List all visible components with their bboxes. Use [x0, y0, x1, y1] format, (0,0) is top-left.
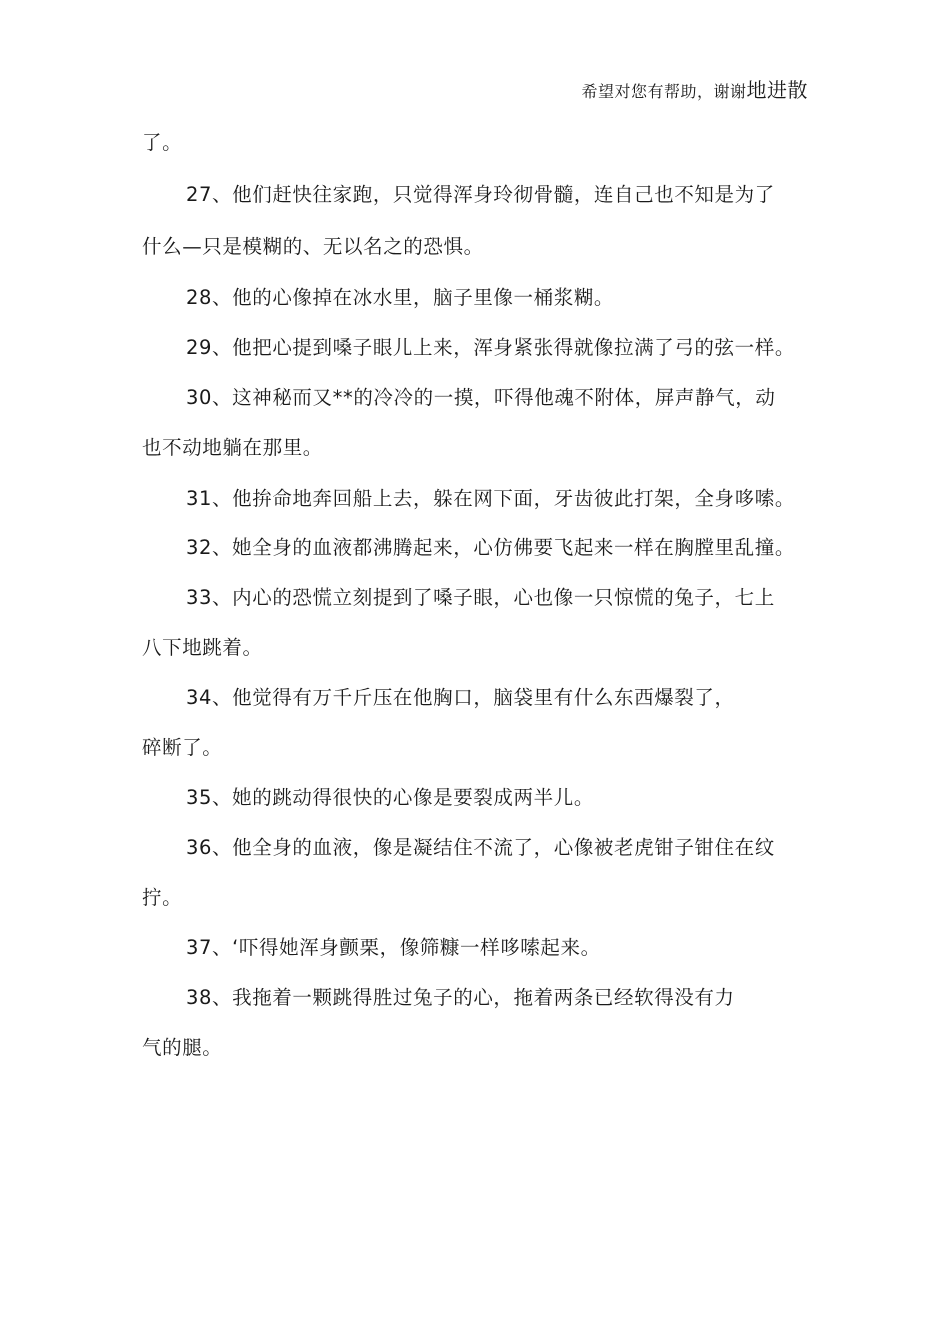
list-item-27: 27、他们赶快往家跑，只觉得浑身玲彻骨髓，连自己也不知是为了 — [186, 183, 775, 206]
text-line: 八下地跳着。 — [142, 636, 263, 659]
text-line: 气的腿。 — [142, 1036, 223, 1059]
text-line: 了。 — [142, 131, 183, 154]
header-note-part2: 地进散 — [746, 78, 808, 102]
list-item-28: 28、他的心像掉在冰水里，脑子里像一桶浆糊。 — [186, 286, 615, 309]
list-item-35: 35、她的跳动得很快的心像是要裂成两半儿。 — [186, 786, 594, 809]
list-item-34: 34、他觉得有万千斤压在他胸口，脑袋里有什么东西爆裂了， — [186, 686, 735, 709]
header-note — [581, 78, 808, 104]
text-line: 拧。 — [142, 886, 183, 909]
list-item-37: 37、‘吓得她浑身颤栗，像筛糠一样哆嗦起来。 — [186, 936, 601, 959]
list-item-36: 36、他全身的血液，像是凝结住不流了，心像被老虎钳子钳住在纹 — [186, 836, 775, 859]
list-item-29: 29、他把心提到嗓子眼儿上来，浑身紧张得就像拉满了弓的弦一样。 — [186, 336, 795, 359]
list-item-31: 31、他拚命地奔回船上去，躲在网下面，牙齿彼此打架，全身哆嗦。 — [186, 487, 795, 510]
text-line: 也不动地躺在那里。 — [142, 436, 323, 459]
list-item-32: 32、她全身的血液都沸腾起来，心仿佛要飞起来一样在胸膛里乱撞。 — [186, 536, 795, 559]
text-line: 碎断了。 — [142, 736, 223, 759]
list-item-30: 30、这神秘而又**的冷冷的一摸，吓得他魂不附体，屏声静气，动 — [186, 386, 776, 409]
list-item-33: 33、内心的恐慌立刻提到了嗓子眼，心也像一只惊慌的兔子，七上 — [186, 586, 775, 609]
list-item-38: 38、我拖着一颗跳得胜过兔子的心，拖着两条已经软得没有力 — [186, 986, 735, 1009]
header-note-part1: 希望对您有帮助，谢谢 — [581, 82, 747, 101]
text-line: 什么—只是模糊的、无以名之的恐惧。 — [142, 235, 484, 258]
